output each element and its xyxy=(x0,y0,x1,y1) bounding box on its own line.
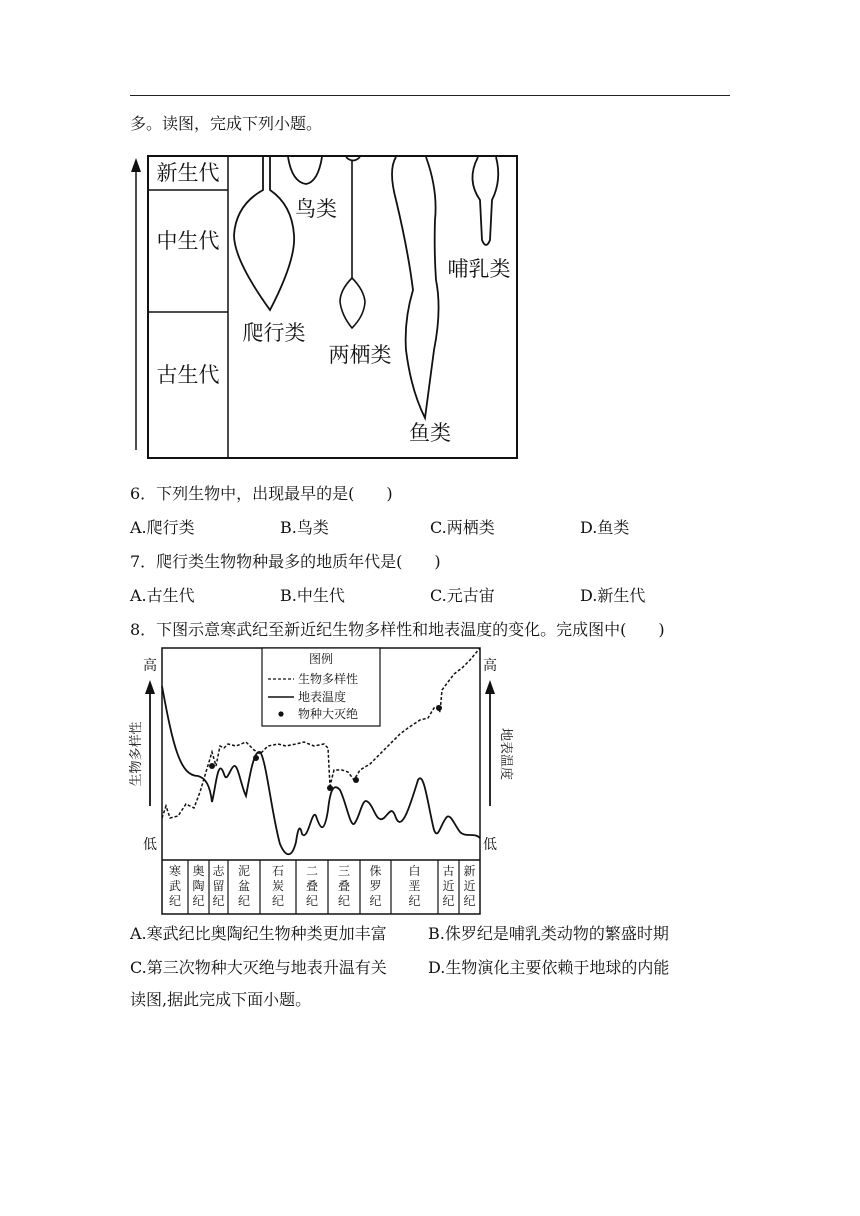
q8-option-b[interactable]: B.侏罗纪是哺乳类动物的繁盛时期 xyxy=(428,924,669,943)
legend-item-biodiversity: 生物多样性 xyxy=(298,672,359,686)
q7-stem: 7．爬行类生物物种最多的地质年代是( ) xyxy=(130,552,441,571)
period-label: 奥陶纪 xyxy=(192,864,205,908)
period-label: 古近纪 xyxy=(442,864,455,908)
q8-option-c[interactable]: C.第三次物种大灭绝与地表升温有关 xyxy=(130,958,387,977)
period-label: 三叠纪 xyxy=(337,864,351,908)
extinction-dot xyxy=(436,705,442,711)
period-label: 寒武纪 xyxy=(168,864,182,908)
extinction-dot xyxy=(327,785,333,791)
extinction-dot xyxy=(209,763,215,769)
q7-option-b[interactable]: B.中生代 xyxy=(280,586,345,605)
evolution-figure xyxy=(128,150,523,460)
fish-shape xyxy=(392,157,439,418)
q6-option-c[interactable]: C.两栖类 xyxy=(430,518,495,537)
extinction-dot xyxy=(253,755,259,761)
next-section-text: 读图,据此完成下面小题。 xyxy=(130,990,312,1009)
amphibian-shape xyxy=(346,157,360,161)
period-label: 侏罗纪 xyxy=(369,864,382,908)
q8-option-d[interactable]: D.生物演化主要依赖于地球的内能 xyxy=(428,958,670,977)
left-axis-label: 生物多样性 xyxy=(129,721,144,787)
period-label: 泥盆纪 xyxy=(237,864,251,908)
q7-option-d[interactable]: D.新生代 xyxy=(580,586,646,605)
group-label: 鱼类 xyxy=(409,421,451,445)
period-label: 二叠纪 xyxy=(305,864,319,908)
legend-item-temperature: 地表温度 xyxy=(298,690,347,704)
extinction-dot xyxy=(353,777,359,783)
right-axis-label: 地表温度 xyxy=(498,727,513,781)
group-label: 哺乳类 xyxy=(447,257,511,281)
intro-text: 多。读图，完成下列小题。 xyxy=(130,114,323,133)
header-rule xyxy=(130,95,730,96)
legend-item-extinction: 物种大灭绝 xyxy=(298,707,359,721)
legend-title: 图例 xyxy=(308,652,334,666)
period-label: 白垩纪 xyxy=(408,864,421,908)
q6-option-b[interactable]: B.鸟类 xyxy=(280,518,329,537)
mammal-shape xyxy=(472,157,498,245)
q6-stem: 6．下列生物中，出现最早的是( ) xyxy=(130,484,393,503)
right-high-label: 高 xyxy=(483,658,497,674)
era-label: 新生代 xyxy=(156,161,220,185)
group-label: 爬行类 xyxy=(242,321,306,345)
left-low-label: 低 xyxy=(143,837,157,853)
q7-option-c[interactable]: C.元古宙 xyxy=(430,586,495,605)
q6-option-d[interactable]: D.鱼类 xyxy=(580,518,630,537)
period-label: 石炭纪 xyxy=(271,864,285,908)
q7-option-a[interactable]: A.古生代 xyxy=(130,586,195,605)
group-label: 鸟类 xyxy=(295,197,337,221)
q6-option-a[interactable]: A.爬行类 xyxy=(130,518,195,537)
period-label: 新近纪 xyxy=(463,864,476,908)
left-high-label: 高 xyxy=(143,658,157,674)
group-label: 两栖类 xyxy=(328,343,392,367)
biodiversity-temperature-chart xyxy=(128,646,513,916)
bird-shape xyxy=(288,157,322,184)
period-label: 志留纪 xyxy=(212,864,225,908)
era-label: 古生代 xyxy=(156,363,220,387)
q8-option-a[interactable]: A.寒武纪比奥陶纪生物种类更加丰富 xyxy=(130,924,387,943)
reptile-shape xyxy=(234,157,294,310)
q8-stem: 8．下图示意寒武纪至新近纪生物多样性和地表温度的变化。完成图中( ) xyxy=(130,620,665,639)
era-label: 中生代 xyxy=(156,229,220,253)
right-low-label: 低 xyxy=(483,837,497,853)
